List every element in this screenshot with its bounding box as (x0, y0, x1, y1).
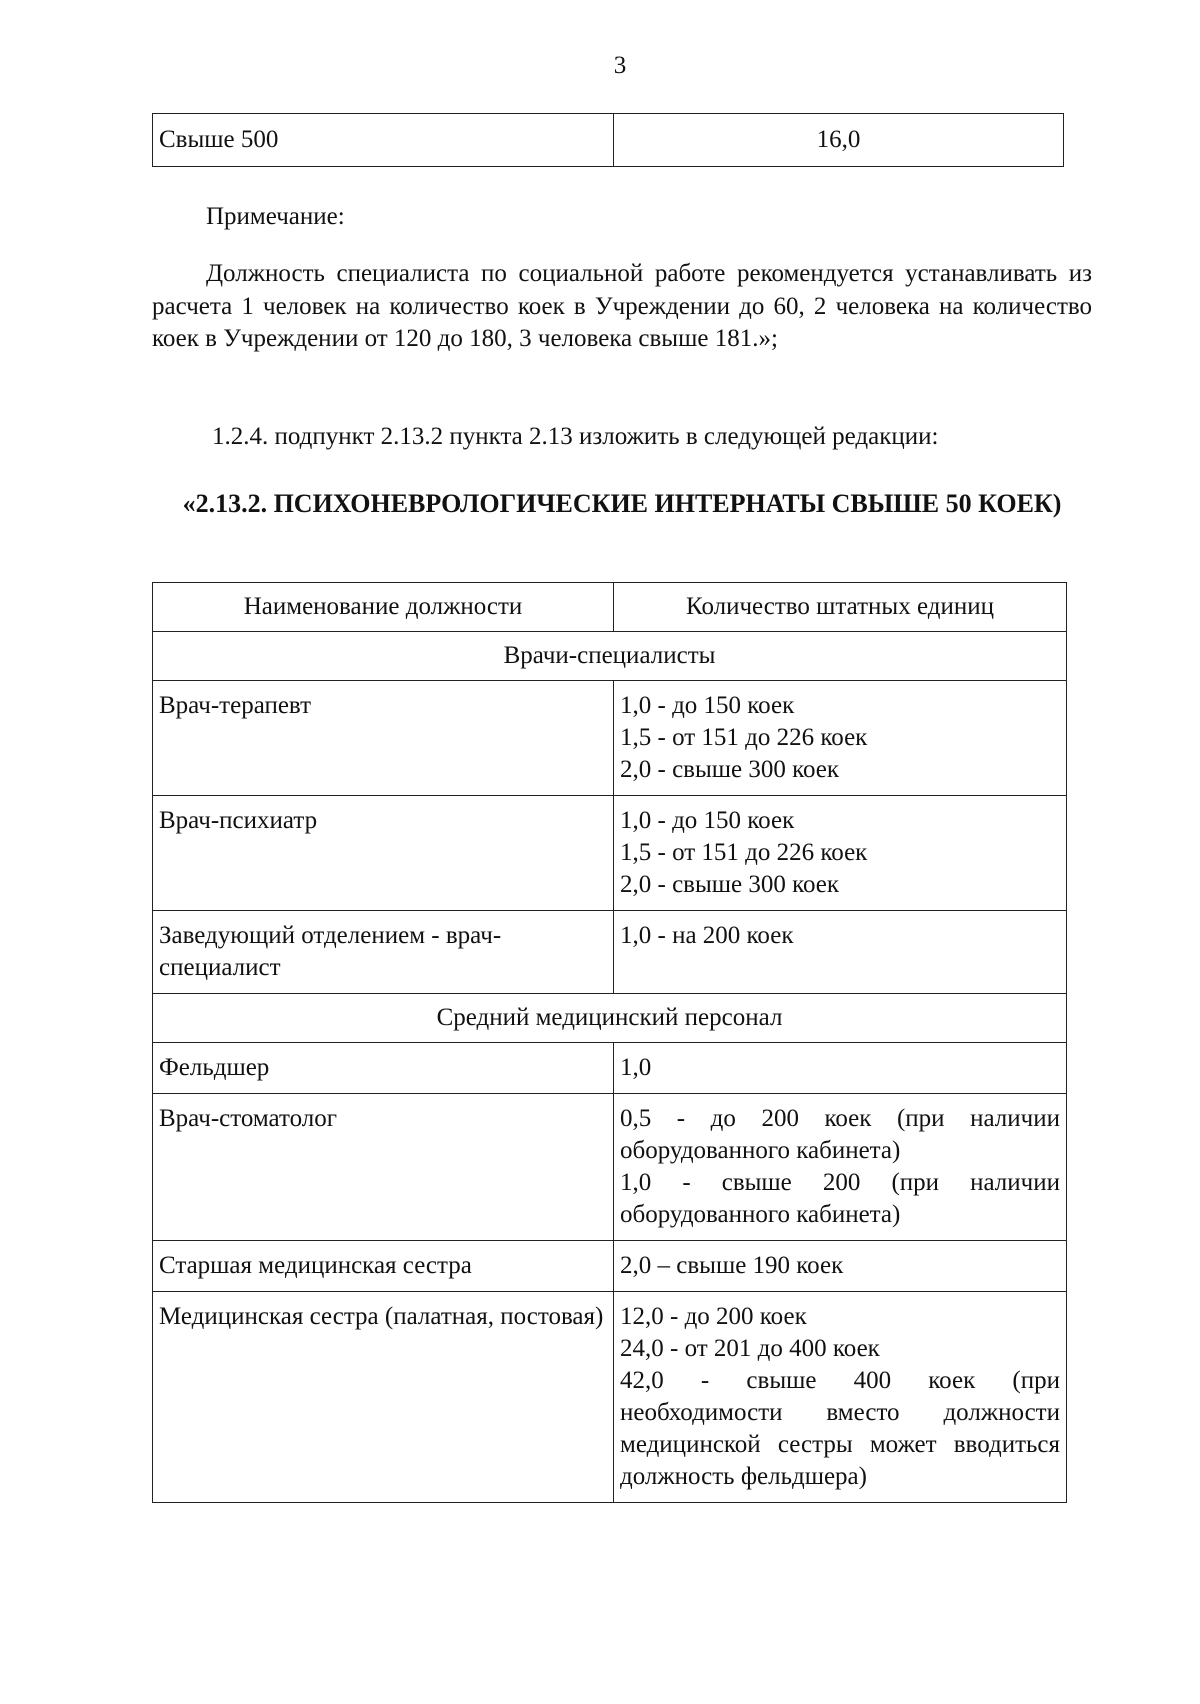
group-row (153, 632, 1067, 681)
table-header-row (153, 583, 1067, 632)
quantity-line: 1,0 (620, 1054, 652, 1081)
table-row (153, 1241, 1067, 1292)
quantity-cell (614, 1043, 1067, 1094)
page-number: 3 (613, 52, 627, 79)
table-row (153, 114, 1064, 167)
quantity-cell (614, 1241, 1067, 1292)
column-header-position: Наименование должности (153, 583, 614, 632)
section-title: «2.13.2. ПСИХОНЕВРОЛОГИЧЕСКИЕ ИНТЕРНАТЫ СВЫШЕ 50 КОЕК) (182, 489, 1062, 518)
position-cell: Врач-стоматолог (153, 1094, 614, 1241)
quantity-line: 2,0 - свыше 300 коек (620, 871, 840, 898)
note-text: Должность специалиста по социальной работе рекомендуется устанавливать из расчета 1 человек на количество коек в Учреждении до 60, 2 человека на количество коек в Учреждении от 120 до 180, 3 человека свыше 181.»; (152, 260, 1092, 352)
top-table (152, 113, 1064, 167)
quantity-cell (614, 681, 1067, 796)
quantity-line: 2,0 – свыше 190 коек (620, 1252, 844, 1279)
quantity-line: 1,5 - от 151 до 226 коек (620, 724, 868, 751)
position-cell: Врач-психиатр (153, 796, 614, 911)
group-row (153, 994, 1067, 1043)
group-doctors: Врачи-специалисты (153, 632, 1067, 681)
quantity-cell (614, 911, 1067, 994)
quantity-cell (614, 1094, 1067, 1241)
table-row (153, 1292, 1067, 1503)
quantity-line: 0,5 - до 200 коек (при наличии оборудованного кабинета) (620, 1105, 1060, 1164)
position-cell: Врач-терапевт (153, 681, 614, 796)
quantity-line: 42,0 - свыше 400 коек (при необходимости вместо должности медицинской сестры может вводиться должность фельдшера) (620, 1367, 1060, 1490)
quantity-line: 12,0 - до 200 коек (620, 1303, 807, 1330)
top-table-label: Свыше 500 (153, 114, 614, 167)
quantity-cell (614, 796, 1067, 911)
table-row (153, 1094, 1067, 1241)
quantity-line: 1,0 - свыше 200 (при наличии оборудованного кабинета) (620, 1169, 1060, 1228)
column-header-quantity: Количество штатных единиц (614, 583, 1067, 632)
quantity-line: 24,0 - от 201 до 400 коек (620, 1335, 880, 1362)
sub-item-text: 1.2.4. подпункт 2.13.2 пункта 2.13 изложить в следующей редакции: (212, 423, 939, 450)
position-cell: Фельдшер (153, 1043, 614, 1094)
table-row (153, 681, 1067, 796)
table-row (153, 911, 1067, 994)
group-nursing: Средний медицинский персонал (153, 994, 1067, 1043)
quantity-line: 2,0 - свыше 300 коек (620, 756, 840, 783)
top-table-value: 16,0 (614, 114, 1064, 167)
quantity-line: 1,5 - от 151 до 226 коек (620, 839, 868, 866)
quantity-line: 1,0 - до 150 коек (620, 807, 795, 834)
staff-table (152, 582, 1067, 1503)
position-cell: Старшая медицинская сестра (153, 1241, 614, 1292)
quantity-line: 1,0 - до 150 коек (620, 692, 795, 719)
quantity-line: 1,0 - на 200 коек (620, 922, 794, 949)
table-row (153, 1043, 1067, 1094)
note-label: Примечание: (206, 203, 345, 230)
position-cell: Заведующий отделением - врач-специалист (153, 911, 614, 994)
position-cell: Медицинская сестра (палатная, постовая) (153, 1292, 614, 1503)
table-row (153, 796, 1067, 911)
quantity-cell (614, 1292, 1067, 1503)
